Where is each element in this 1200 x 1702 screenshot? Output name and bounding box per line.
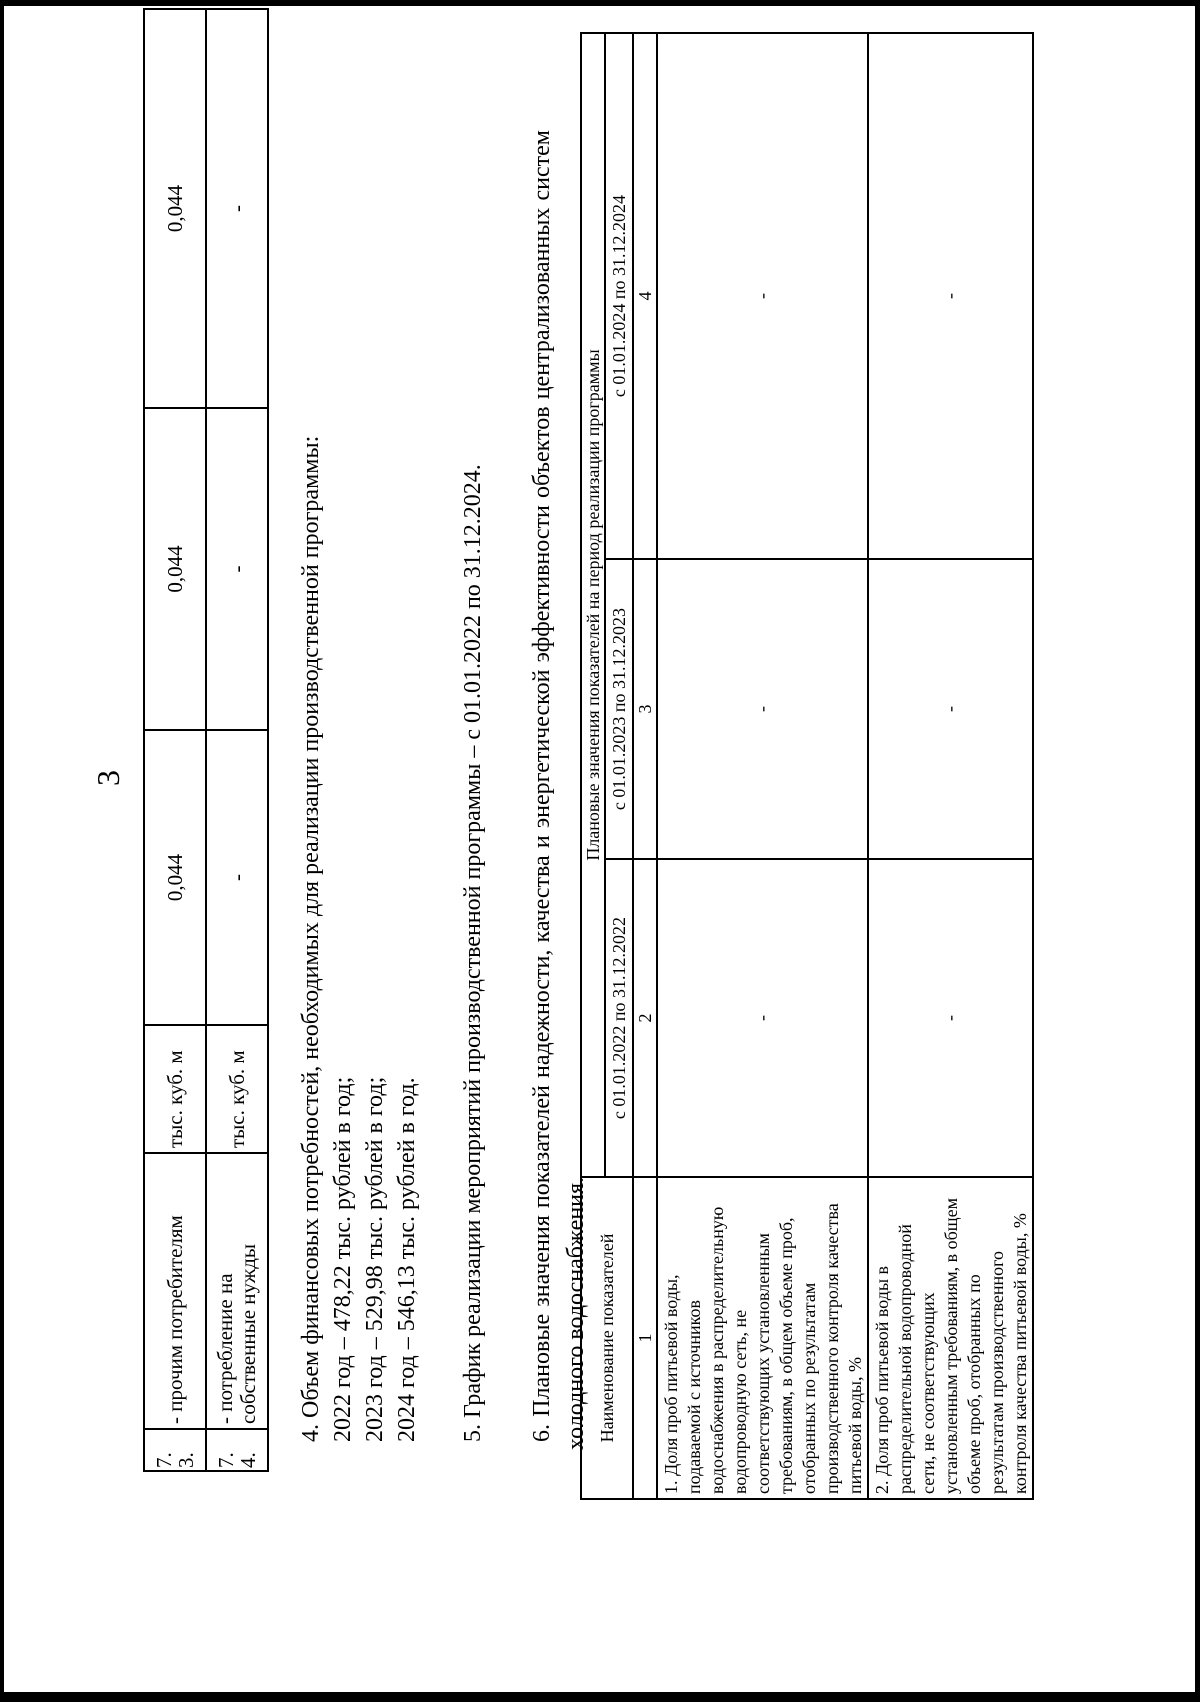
header-name: Наименование показателей	[581, 1177, 633, 1499]
value-2022: 0,044	[144, 730, 206, 1025]
period-2024: с 01.01.2024 по 31.12.2024	[605, 33, 633, 559]
table-row	[868, 33, 1033, 1499]
indicator-name: 1. Доля проб питьевой воды, подаваемой с источников водоснабжения в распределительную водопроводную сеть, не соответствующих установленным требованиям, в общем объеме проб, отобранных по результатам производственного контроля качества питьевой воды, %	[657, 1177, 868, 1499]
section5-text: 5. График реализации мероприятий производственной программы – с 01.01.2022 по 31.12.2024.	[460, 464, 486, 1442]
section4-line-2023: 2023 год – 529,98 тыс. рублей в год;	[362, 1076, 388, 1442]
consumption-table	[143, 8, 269, 1472]
value-2022: -	[206, 730, 268, 1025]
indicator-value-2022: -	[657, 859, 868, 1177]
indicator-value-2024: -	[657, 33, 868, 559]
value-2023: -	[206, 408, 268, 730]
page-number: 3	[90, 770, 126, 786]
indicators-table	[580, 32, 1034, 1500]
col-number-1: 1	[633, 1177, 657, 1499]
section6-text: 6. Плановые значения показателей надежности, качества и энергетической эффективности объектов централизованных систем холодного водоснабжения.	[529, 130, 589, 1450]
row-name: - прочим потребителям	[144, 1153, 206, 1429]
table-row	[657, 33, 868, 1499]
row-number: 7. 3.	[144, 1429, 206, 1471]
period-2023: с 01.01.2023 по 31.12.2023	[605, 559, 633, 859]
indicator-value-2023: -	[657, 559, 868, 859]
value-2024: -	[206, 9, 268, 408]
header-group: Плановые значения показателей на период реализации программы	[581, 33, 605, 1177]
indicator-name: 2. Доля проб питьевой воды в распределительной водопроводной сети, не соответствующих установленным требованиям, в общем объеме проб, отобранных по результатам производственного контроля качества питьевой воды, %	[868, 1177, 1033, 1499]
col-number-2: 2	[633, 859, 657, 1177]
col-number-4: 4	[633, 33, 657, 559]
value-2024: 0,044	[144, 9, 206, 408]
indicator-value-2022: -	[868, 859, 1033, 1177]
row-name: - потребление на собственные нужды	[206, 1153, 268, 1429]
table-row	[206, 9, 268, 1471]
row-unit: тыс. куб. м	[206, 1025, 268, 1153]
value-2023: 0,044	[144, 408, 206, 730]
row-unit: тыс. куб. м	[144, 1025, 206, 1153]
section4-title: 4. Объем финансовых потребностей, необходимых для реализации производственной программы:	[298, 435, 324, 1442]
table-row	[144, 9, 206, 1471]
col-number-3: 3	[633, 559, 657, 859]
indicator-value-2024: -	[868, 33, 1033, 559]
section4-line-2022: 2022 год – 478,22 тыс. рублей в год;	[330, 1076, 356, 1442]
period-2022: с 01.01.2022 по 31.12.2022	[605, 859, 633, 1177]
row-number: 7. 4.	[206, 1429, 268, 1471]
indicator-value-2023: -	[868, 559, 1033, 859]
section4-line-2024: 2024 год – 546,13 тыс. рублей в год.	[394, 1077, 420, 1442]
